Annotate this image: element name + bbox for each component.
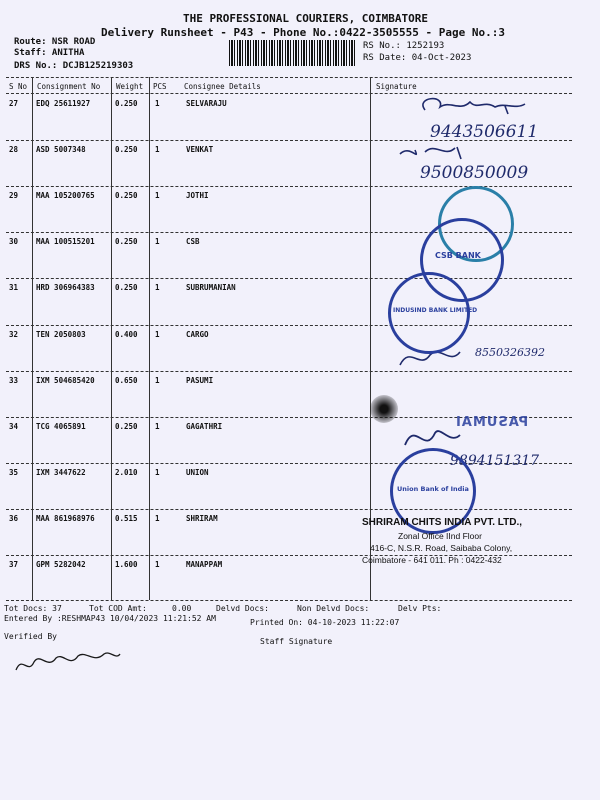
cell-consignee: VENKAT [186, 145, 214, 155]
shriram-stamp-line4: Coimbatore - 641 011. Ph : 0422-432 [362, 555, 502, 565]
row-divider [6, 325, 572, 326]
printed-on: Printed On: 04-10-2023 11:22:07 [250, 618, 400, 627]
table-bottom-rule [6, 600, 572, 601]
cell-weight: 0.250 [115, 191, 138, 201]
cell-pcs: 1 [155, 421, 160, 431]
cell-consignment: IXM 3447622 [36, 467, 86, 477]
delivery-points-label: Delv Pts: [398, 604, 442, 613]
cell-sno: 37 [9, 560, 19, 569]
cell-weight: 0.250 [115, 145, 138, 155]
total-docs: Tot Docs: 37 [4, 604, 62, 613]
total-cod-value: 0.00 [172, 604, 192, 613]
cell-consignment: MAA 861968976 [36, 513, 95, 523]
cell-sno: 31 [9, 283, 19, 293]
indusind-stamp-text: INDUSIND BANK LIMITED [393, 307, 478, 314]
cell-pcs: 1 [155, 283, 160, 293]
shriram-stamp-line2: Zonal Office IInd Floor [398, 531, 482, 541]
cell-consignee: UNION [186, 467, 209, 477]
indusind-stamp [388, 272, 478, 354]
cell-weight: 1.600 [115, 560, 138, 569]
rs-number: RS No.: 1252193 [363, 41, 445, 51]
cell-consignment: EDQ 25611927 [36, 99, 91, 108]
row-divider [6, 509, 572, 510]
cell-pcs: 1 [155, 99, 160, 108]
table-row [0, 555, 600, 601]
cell-weight: 2.010 [115, 467, 138, 477]
col-header-pcs: PCS [153, 82, 167, 91]
cell-pcs: 1 [155, 191, 160, 201]
cell-consignee: GAGATHRI [186, 421, 223, 431]
cell-consignee: PASUMI [186, 375, 214, 385]
table-top-rule [6, 77, 572, 78]
drs-number: DRS No.: DCJB125219303 [14, 61, 134, 71]
shriram-stamp-line3: 416-C, N.S.R. Road, Saibaba Colony, [370, 543, 513, 553]
cell-sno: 30 [9, 237, 19, 247]
cell-weight: 0.400 [115, 329, 138, 339]
total-cod-label: Tot COD Amt: [89, 604, 147, 613]
staff-signature-label: Staff Signature [260, 637, 333, 646]
cell-consignment: ASD 5007348 [36, 145, 86, 155]
cell-consignment: IXM 504685420 [36, 375, 95, 385]
cell-sno: 32 [9, 329, 19, 339]
non-delivered-docs-label: Non Delvd Docs: [297, 604, 370, 613]
delivered-docs-label: Delvd Docs: [216, 604, 269, 613]
cell-weight: 0.650 [115, 375, 138, 385]
company-title: THE PROFESSIONAL COURIERS, COIMBATORE [183, 12, 429, 25]
cell-consignment: GPM 5282042 [36, 560, 86, 569]
signature-selvaraju [405, 92, 580, 140]
cell-weight: 0.515 [115, 513, 138, 523]
cell-sno: 35 [9, 467, 19, 477]
runsheet-subtitle: Delivery Runsheet - P43 - Phone No.:0422-3505555 - Page No.:3 [101, 26, 505, 39]
row-divider [6, 140, 572, 141]
col-header-weight: Weight [116, 82, 144, 91]
cell-consignee: MANAPPAM [186, 560, 223, 569]
verified-by-label: Verified By [4, 632, 57, 641]
handwritten-phone: 9894151317 [450, 453, 540, 469]
cell-consignment: TEN 2050803 [36, 329, 86, 339]
rs-date: RS Date: 04-Oct-2023 [363, 53, 472, 63]
cell-weight: 0.250 [115, 421, 138, 431]
cell-consignee: CSB [186, 237, 200, 247]
csb-stamp-text: CSB BANK [435, 251, 481, 260]
cell-consignment: MAA 105200765 [36, 191, 95, 201]
cell-weight: 0.250 [115, 99, 138, 108]
cell-consignment: TCG 4065891 [36, 421, 86, 431]
route-label: Route: NSR ROAD [14, 37, 96, 47]
cell-pcs: 1 [155, 145, 160, 155]
entered-by: Entered By :RESHMAP43 10/04/2023 11:21:52 AM [4, 614, 216, 623]
cell-consignment: HRD 306964383 [36, 283, 95, 293]
cell-sno: 33 [9, 375, 19, 385]
cell-consignee: SELVARAJU [186, 99, 227, 108]
cell-sno: 28 [9, 145, 19, 155]
staff-label: Staff: ANITHA [14, 48, 85, 58]
cell-pcs: 1 [155, 237, 160, 247]
cell-pcs: 1 [155, 329, 160, 339]
cell-weight: 0.250 [115, 283, 138, 293]
pasumai-stamp-text: PASUMAI [455, 415, 529, 430]
col-header-signature: Signature [376, 82, 417, 91]
col-header-consignee: Consignee Details [184, 82, 261, 91]
handwritten-phone: 9443506611 [430, 122, 539, 140]
cell-sno: 36 [9, 513, 19, 523]
cell-consignee: SHRIRAM [186, 513, 218, 523]
cell-consignee: CARGO [186, 329, 209, 339]
ink-blot [370, 395, 398, 423]
signature-venkat [395, 142, 580, 187]
cell-consignee: SUBRUMANIAN [186, 283, 236, 293]
handwritten-phone: 9500850009 [420, 163, 529, 183]
table-row [0, 278, 600, 324]
cell-consignment: MAA 100515201 [36, 237, 95, 247]
col-header-consignment: Consignment No [37, 82, 101, 91]
cell-pcs: 1 [155, 560, 160, 569]
barcode [229, 40, 357, 66]
cell-pcs: 1 [155, 375, 160, 385]
verifier-signature [8, 640, 123, 680]
union-stamp-text: Union Bank of India [397, 485, 469, 493]
cell-sno: 29 [9, 191, 19, 201]
cell-sno: 27 [9, 99, 19, 108]
cell-pcs: 1 [155, 513, 160, 523]
col-header-sno: S No [9, 82, 28, 91]
handwritten-phone: 8550326392 [475, 346, 545, 359]
cell-consignee: JOTHI [186, 191, 209, 201]
cell-weight: 0.250 [115, 237, 138, 247]
cell-sno: 34 [9, 421, 19, 431]
cell-pcs: 1 [155, 467, 160, 477]
shriram-stamp-line1: SHRIRAM CHITS INDIA PVT. LTD., [362, 517, 522, 528]
